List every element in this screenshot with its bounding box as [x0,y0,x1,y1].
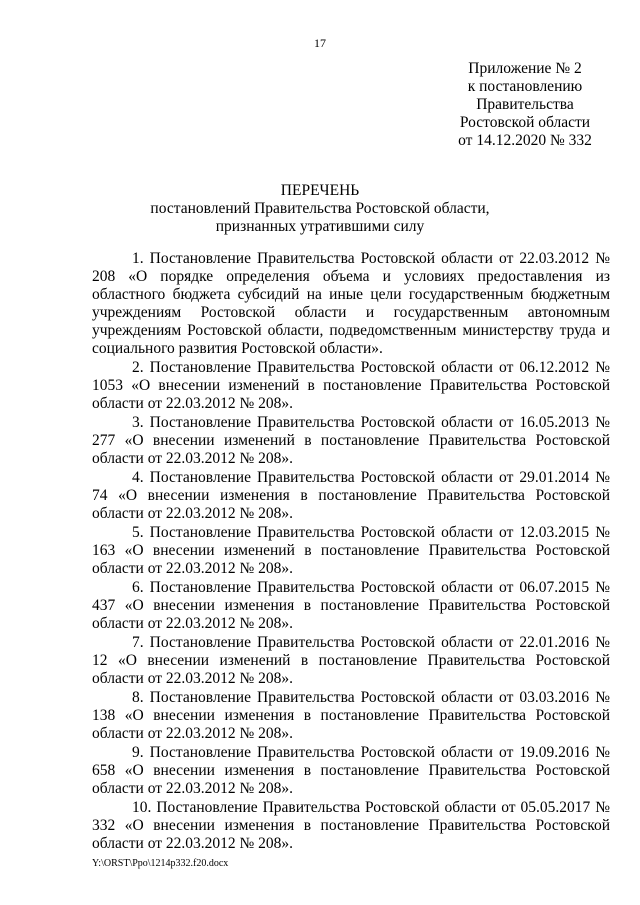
appendix-line: к постановлению [467,78,583,95]
list-item: 5. Постановление Правительства Ростовской области от 12.03.2015 № 163 «О внесении изменений в постановление Правительства Ростовской области от 22.03.2012 № 208». [92,524,610,577]
list-item: 3. Постановление Правительства Ростовской области от 16.05.2013 № 277 «О внесении изменений в постановление Правительства Ростовской области от 22.03.2012 № 208». [92,414,610,467]
document-subtitle-line: признанных утратившими силу [215,218,425,235]
appendix-line: Ростовской области [459,114,591,131]
appendix-line: от 14.12.2020 № 332 [458,132,592,149]
list-item: 6. Постановление Правительства Ростовской области от 06.07.2015 № 437 «О внесении изменения в постановление Правительства Ростовской области от 22.03.2012 № 208». [92,579,610,632]
list-item: 1. Постановление Правительства Ростовской области от 22.03.2012 № 208 «О порядке определения объема и условиях предоставления из областного бюджета субсидий на иные цели государственным бюджетным учреждениям Ростовской области и государственным автономным учреждениям Ростовской области, подведомственным министерству труда и социального развития Ростовской области». [92,250,610,357]
appendix-line: Приложение № 2 [468,60,582,77]
list-item: 2. Постановление Правительства Ростовской области от 06.12.2012 № 1053 «О внесении изменений в постановление Правительства Ростовской области от 22.03.2012 № 208». [92,359,610,412]
list-item: 10. Постановление Правительства Ростовской области от 05.05.2017 № 332 «О внесении изменения в постановление Правительства Ростовской области от 22.03.2012 № 208». [92,799,610,852]
document-heading: ПЕРЕЧЕНЬ [280,182,360,199]
appendix-line: Правительства [476,96,574,113]
list-item: 4. Постановление Правительства Ростовской области от 29.01.2014 № 74 «О внесении изменения в постановление Правительства Ростовской области от 22.03.2012 № 208». [92,469,610,522]
appendix-block [440,60,610,150]
footer-file-path: Y:\ORST\Ppo\1214p332.f20.docx [92,858,229,869]
list-item: 9. Постановление Правительства Ростовской области от 19.09.2016 № 658 «О внесении изменения в постановление Правительства Ростовской области от 22.03.2012 № 208». [92,744,610,797]
list-item: 8. Постановление Правительства Ростовской области от 03.03.2016 № 138 «О внесении изменения в постановление Правительства Ростовской области от 22.03.2012 № 208». [92,689,610,742]
resolutions-list [92,250,610,854]
list-item: 7. Постановление Правительства Ростовской области от 22.01.2016 № 12 «О внесении изменений в постановление Правительства Ростовской области от 22.03.2012 № 208». [92,634,610,687]
page-number: 17 [314,36,326,50]
document-subtitle-line: постановлений Правительства Ростовской области, [150,200,490,217]
document-title-block [60,182,580,236]
